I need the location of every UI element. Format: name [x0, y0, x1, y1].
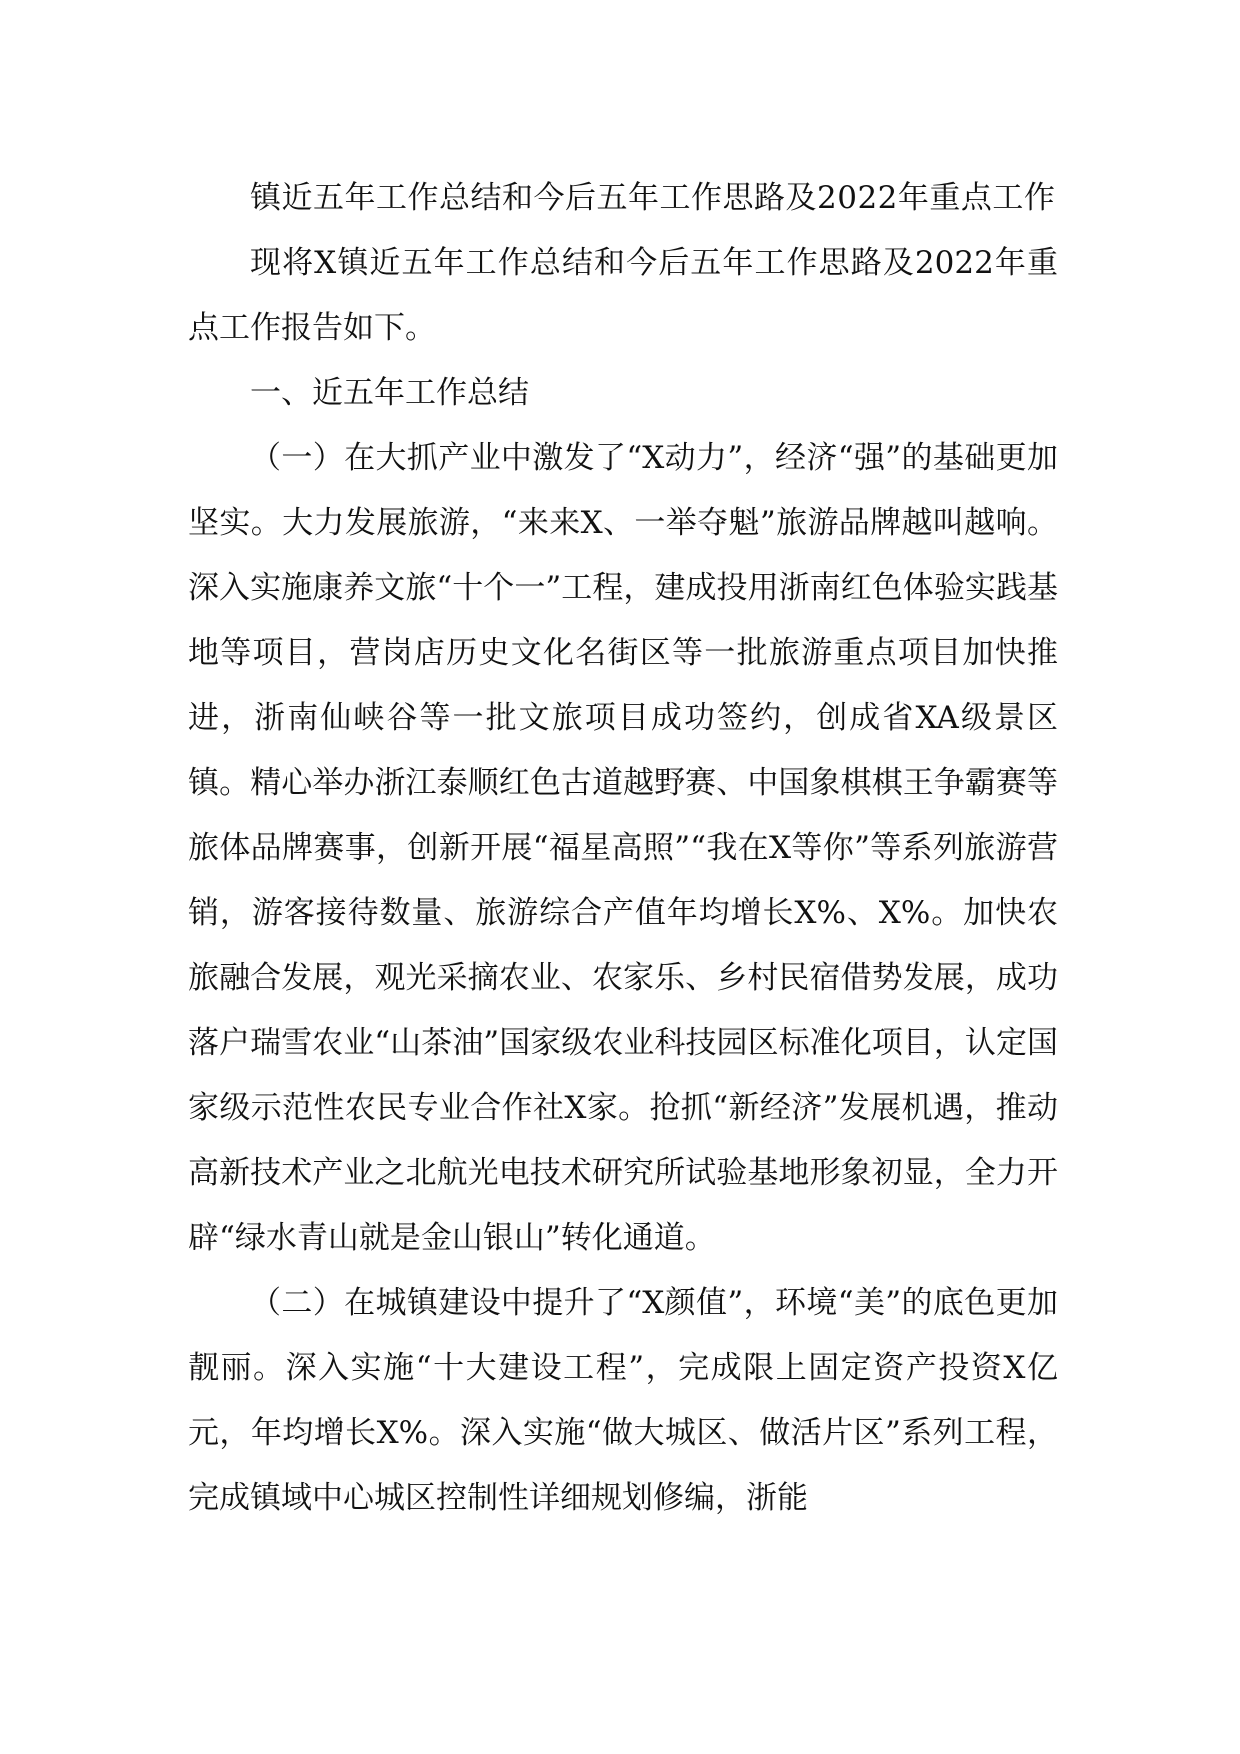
intro-paragraph: 现将X镇近五年工作总结和今后五年工作思路及2022年重点工作报告如下。 — [188, 245, 1058, 346]
document-title: 镇近五年工作总结和今后五年工作思路及2022年重点工作 — [250, 180, 1056, 216]
section-heading: 一、近五年工作总结 — [250, 375, 529, 411]
body-paragraph: （一）在大抓产业中激发了“X动力”，经济“强”的基础更加坚实。大力发展旅游，“来来X、一举夺魁”旅游品牌越叫越响。深入实施康养文旅“十个一”工程，建成投用浙南红色体验实践基地等项目，营岗店历史文化名街区等一批旅游重点项目加快推进，浙南仙峡谷等一批文旅项目成功签约，创成省XA级景区镇。精心举办浙江泰顺红色古道越野赛、中国象棋棋王争霸赛等旅体品牌赛事，创新开展“福星高照”“我在X等你”等系列旅游营销，游客接待数量、旅游综合产值年均增长X%、X%。加快农旅融合发展，观光采摘农业、农家乐、乡村民宿借势发展，成功落户瑞雪农业“山茶油”国家级农业科技园区标准化项目，认定国家级示范性农民专业合作社X家。抢抓“新经济”发展机遇，推动高新技术产业之北航光电技术研究所试验基地形象初显，全力开辟“绿水青山就是金山银山”转化通道。 — [188, 440, 1058, 1256]
document-body — [188, 166, 1058, 1531]
body-paragraph: （二）在城镇建设中提升了“X颜值”，环境“美”的底色更加靓丽。深入实施“十大建设工程”，完成限上固定资产投资X亿元，年均增长X%。深入实施“做大城区、做活片区”系列工程，完成镇域中心城区控制性详细规划修编，浙能 — [188, 1285, 1058, 1516]
